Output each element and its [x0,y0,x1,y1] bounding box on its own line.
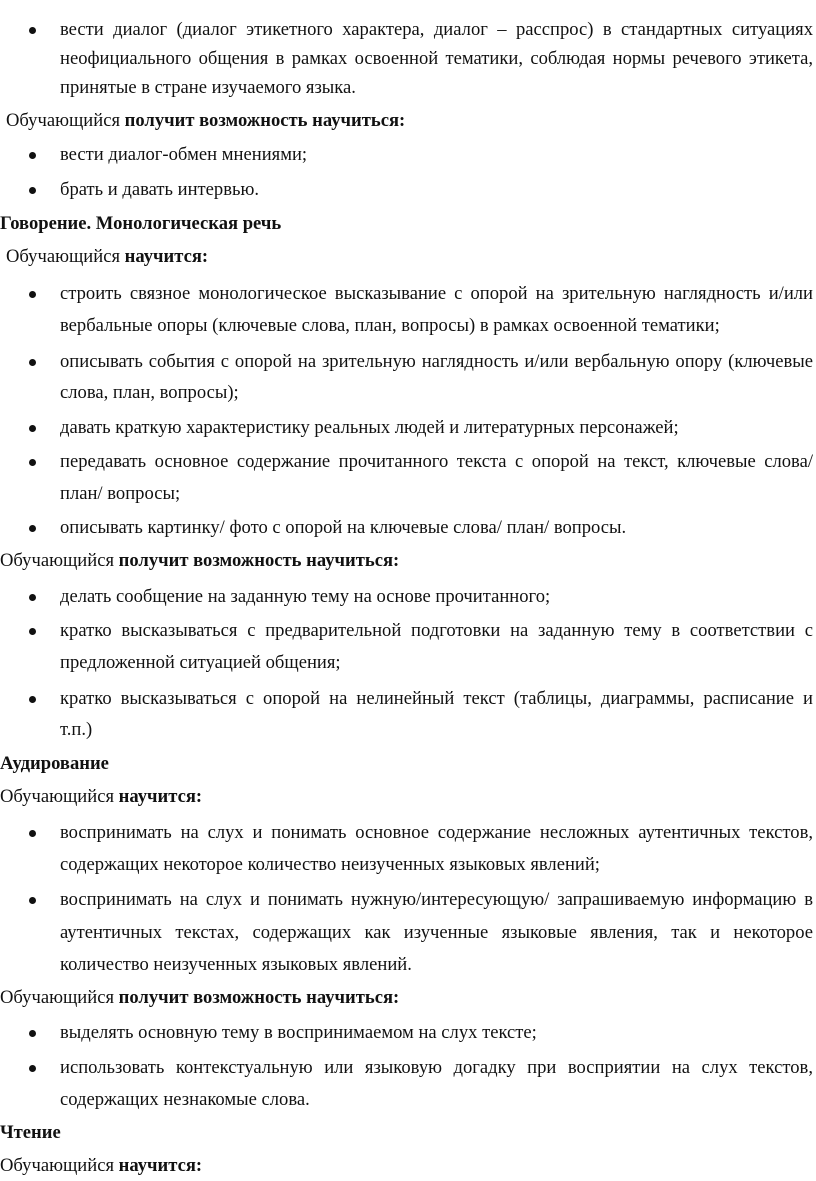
section-lead [6,109,405,133]
lead-bold-text: получит возможность научиться: [118,987,400,1008]
bullet-icon [29,594,36,601]
bullet-icon [29,152,36,159]
lead-bold-text: получит возможность научиться: [118,550,400,571]
list-item-line: воспринимать на слух и понимать нужную/интересующую/ запрашиваемую информацию в [60,889,813,910]
list-item-line: содержащих незнакомые слова. [60,1089,310,1110]
section-lead [0,1154,202,1178]
list-item-line: принятые в стране изучаемого языка. [60,77,356,98]
lead-bold-text: получит возможность научиться: [124,110,406,131]
list-item-line: вербальные опоры (ключевые слова, план, вопросы) в рамках освоенной тематики; [60,315,720,336]
lead-normal-text: Обучающийся [0,550,114,571]
lead-normal-text: Обучающийся [0,1155,114,1176]
bullet-icon [29,459,36,466]
list-item-line: брать и давать интервью. [60,179,260,200]
list-item-line: описывать картинку/ фото с опорой на ключевые слова/ план/ вопросы. [60,517,627,538]
lead-normal-text: Обучающийся [0,987,114,1008]
section-lead [0,549,399,573]
list-item-line: вести диалог (диалог этикетного характера, диалог – расспрос) в стандартных ситуациях [60,19,813,40]
list-item-line: передавать основное содержание прочитанного текста с опорой на текст, ключевые слова/ [60,451,813,472]
list-item-line: выделять основную тему в воспринимаемом на слух тексте; [60,1022,537,1043]
section-heading: Говорение. Монологическая речь [0,213,282,234]
list-item-line: количество неизученных языковых явлений. [60,954,412,975]
list-item-line: описывать события с опорой на зрительную наглядность и/или вербальную опору (ключевые [60,351,813,372]
bullet-icon [29,1065,36,1072]
list-item-line: кратко высказываться с предварительной подготовки на заданную тему в соответствии с [60,620,813,641]
bullet-icon [29,27,36,34]
bullet-icon [29,1030,36,1037]
list-item-line: слова, план, вопросы); [60,382,239,403]
bullet-icon [29,525,36,532]
list-item-line: аутентичных текстах, содержащих как изученные языковые явления, так и некоторое [60,922,813,943]
list-item-line: предложенной ситуацией общения; [60,652,341,673]
list-item-line: кратко высказываться с опорой на нелинейный текст (таблицы, диаграммы, расписание и [60,688,813,709]
lead-bold-text: научится: [118,786,203,807]
list-item-line: использовать контекстуальную или языковую догадку при восприятии на слух текстов, [60,1057,813,1078]
bullet-icon [29,187,36,194]
list-item-line: строить связное монологическое высказывание с опорой на зрительную наглядность и/или [60,283,813,304]
section-lead [0,785,202,809]
lead-normal-text: Обучающийся [6,110,120,131]
section-heading: Чтение [0,1122,61,1143]
section-lead [6,245,208,269]
bullet-icon [29,291,36,298]
lead-bold-text: научится: [124,246,209,267]
list-item-line: содержащих некоторое количество неизученных языковых явлений; [60,854,600,875]
bullet-icon [29,425,36,432]
bullet-icon [29,696,36,703]
section-heading: Аудирование [0,753,109,774]
lead-normal-text: Обучающийся [6,246,120,267]
list-item-line: вести диалог-обмен мнениями; [60,144,308,165]
list-item-line: план/ вопросы; [60,483,181,504]
list-item-line: неофициального общения в рамках освоенной тематики, соблюдая нормы речевого этикета, [60,48,813,69]
section-lead [0,986,399,1010]
lead-normal-text: Обучающийся [0,786,114,807]
list-item-line: т.п.) [60,719,93,740]
bullet-icon [29,628,36,635]
bullet-icon [29,359,36,366]
bullet-icon [29,830,36,837]
list-item-line: давать краткую характеристику реальных людей и литературных персонажей; [60,417,679,438]
lead-bold-text: научится: [118,1155,203,1176]
list-item-line: воспринимать на слух и понимать основное содержание несложных аутентичных текстов, [60,822,813,843]
list-item-line: делать сообщение на заданную тему на основе прочитанного; [60,586,551,607]
bullet-icon [29,897,36,904]
